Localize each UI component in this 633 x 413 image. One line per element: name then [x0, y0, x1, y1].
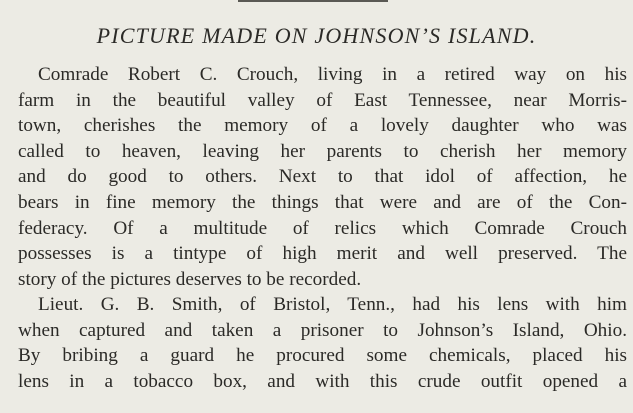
paragraph-2	[0, 292, 633, 394]
paragraph-line: story of the pictures deserves to be recorded.	[18, 268, 362, 290]
paragraph-line: Lieut. G. B. Smith, of Bristol, Tenn., had his lens with him	[38, 294, 627, 315]
article-title: PICTURE MADE ON JOHNSON’S ISLAND.	[96, 23, 537, 48]
paragraph-line: and do good to others. Next to that idol of affection, he	[18, 166, 627, 188]
paragraph-line: lens in a tobacco box, and with this crude outfit opened a	[18, 370, 627, 392]
paragraph-line: Comrade Robert C. Crouch, living in a retired way on his	[38, 64, 627, 85]
paragraph-line: farm in the beautiful valley of East Tennessee, near Morris-	[18, 89, 627, 111]
paragraph-line: By bribing a guard he procured some chemicals, placed his	[18, 345, 627, 367]
paragraph-line: possesses is a tintype of high merit and well preserved. The	[18, 243, 627, 265]
top-rule-divider	[238, 0, 388, 2]
paragraph-line: federacy. Of a multitude of relics which Comrade Crouch	[18, 217, 627, 239]
paragraph-1	[0, 62, 633, 292]
paragraph-line: called to heaven, leaving her parents to cherish her memory	[18, 140, 627, 162]
paragraph-line: when captured and taken a prisoner to Johnson’s Island, Ohio.	[18, 319, 627, 341]
paragraph-line: town, cherishes the memory of a lovely daughter who was	[18, 115, 627, 137]
paragraph-line: bears in fine memory the things that were and are of the Con-	[18, 191, 627, 213]
